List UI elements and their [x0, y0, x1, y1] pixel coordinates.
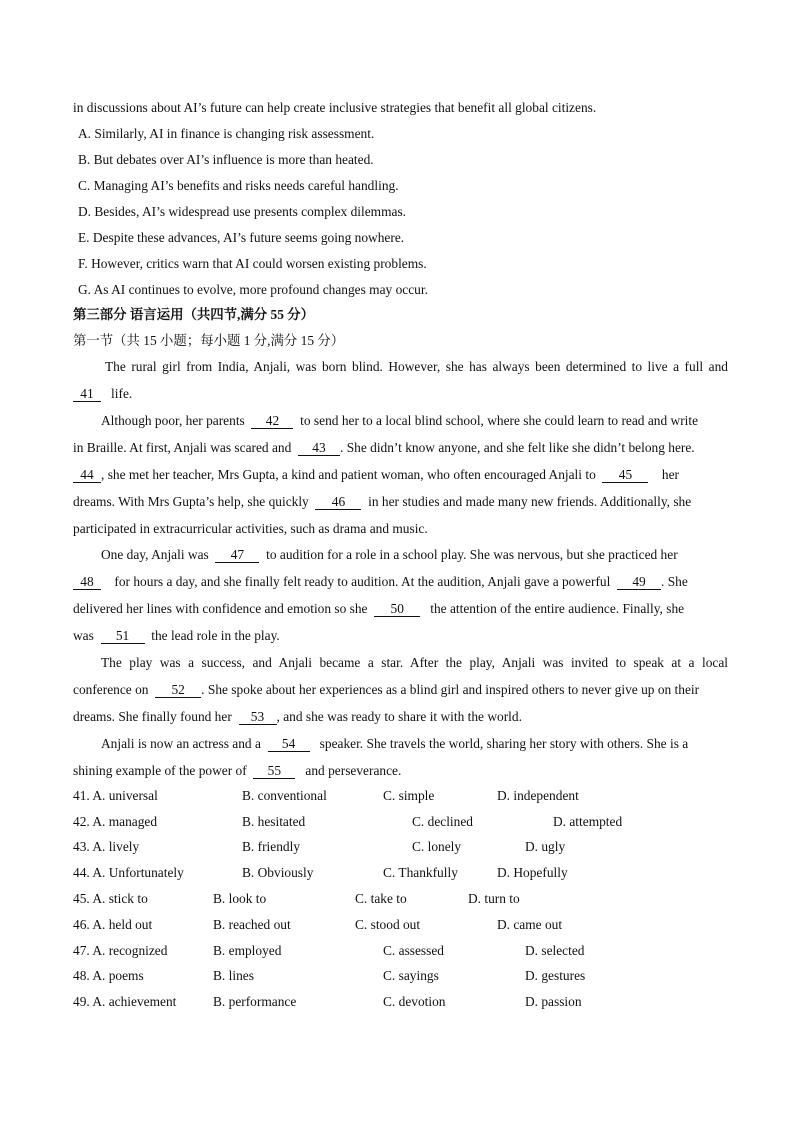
option-b: B. But debates over AI’s influence is more than heated. [78, 152, 374, 167]
passage-text: in Braille. At first, Anjali was scared and [73, 440, 292, 455]
passage-p4-line2 [73, 681, 728, 699]
passage-text: Although poor, her parents [101, 413, 245, 428]
q42-option-b: B. hesitated [242, 814, 306, 829]
passage-text: to send her to a local blind school, where she could learn to read and write [300, 413, 699, 428]
q45-option-a: 45. A. stick to [73, 891, 148, 906]
q48-option-d: D. gestures [525, 968, 586, 983]
q49-option-d: D. passion [525, 994, 582, 1009]
passage-p2-line4 [73, 493, 728, 511]
passage-text: speaker. She travels the world, sharing her story with others. She is a [319, 736, 689, 751]
passage-p1-line1: The rural girl from India, Anjali, was born blind. However, she has always been determined to live a full and [105, 359, 728, 374]
blank-54: 54 [268, 736, 310, 752]
passage-p5-line1 [101, 735, 728, 753]
passage-p3-line2 [73, 573, 728, 591]
passage-text: dreams. She finally found her [73, 709, 232, 724]
blank-52: 52 [155, 682, 201, 698]
passage-text: was [73, 628, 94, 643]
blank-55: 55 [253, 763, 295, 779]
passage-p4-line3 [73, 708, 728, 726]
blank-41: 41 [73, 386, 101, 402]
section1-heading: 第一节（共 15 小题；每小题 1 分,满分 15 分） [73, 333, 345, 348]
passage-text: . She spoke about her experiences as a blind girl and inspired others to never give up on their [201, 682, 700, 697]
option-f: F. However, critics warn that AI could worsen existing problems. [78, 256, 427, 271]
q42-option-d: D. attempted [553, 814, 623, 829]
q43-option-a: 43. A. lively [73, 839, 140, 854]
passage-text: shining example of the power of [73, 763, 247, 778]
passage-text: the lead role in the play. [151, 628, 280, 643]
q47-option-c: C. assessed [383, 943, 444, 958]
passage-p2-line5: participated in extracurricular activities, such as drama and music. [73, 521, 428, 536]
passage-p1-line2 [73, 385, 728, 403]
passage-p5-line2 [73, 762, 728, 780]
q49-option-c: C. devotion [383, 994, 446, 1009]
passage-p4-line1: The play was a success, and Anjali became a star. After the play, Anjali was invited to speak at a local [101, 655, 728, 670]
intro-tail-text: in discussions about AI’s future can help create inclusive strategies that benefit all global citizens. [73, 100, 597, 115]
q48-option-a: 48. A. poems [73, 968, 144, 983]
blank-45: 45 [602, 467, 648, 483]
q49-option-a: 49. A. achievement [73, 994, 177, 1009]
passage-text: and perseverance. [305, 763, 402, 778]
q48-option-c: C. sayings [383, 968, 439, 983]
q44-option-a: 44. A. Unfortunately [73, 865, 184, 880]
q42-option-a: 42. A. managed [73, 814, 158, 829]
blank-48: 48 [73, 574, 101, 590]
q48-option-b: B. lines [213, 968, 254, 983]
option-a: A. Similarly, AI in finance is changing risk assessment. [78, 126, 375, 141]
option-g: G. As AI continues to evolve, more profound changes may occur. [78, 282, 428, 297]
q43-option-d: D. ugly [525, 839, 566, 854]
q44-option-b: B. Obviously [242, 865, 314, 880]
passage-text: , and she was ready to share it with the world. [276, 709, 522, 724]
part3-heading: 第三部分 语言运用（共四节,满分 55 分） [73, 307, 315, 322]
option-c: C. Managing AI’s benefits and risks needs careful handling. [78, 178, 399, 193]
passage-text: life. [111, 386, 133, 401]
q41-option-b: B. conventional [242, 788, 327, 803]
q42-option-c: C. declined [412, 814, 473, 829]
blank-53: 53 [239, 709, 277, 725]
q43-option-c: C. lonely [412, 839, 462, 854]
passage-p2-line1 [101, 412, 728, 430]
passage-text: to audition for a role in a school play. She was nervous, but she practiced her [266, 547, 678, 562]
blank-49: 49 [617, 574, 661, 590]
q44-option-c: C. Thankfully [383, 865, 458, 880]
passage-text: the attention of the entire audience. Finally, she [430, 601, 685, 616]
q49-option-b: B. performance [213, 994, 297, 1009]
blank-46: 46 [315, 494, 361, 510]
q41-option-a: 41. A. universal [73, 788, 158, 803]
q47-option-a: 47. A. recognized [73, 943, 168, 958]
passage-p3-line1 [101, 546, 728, 564]
passage-text: One day, Anjali was [101, 547, 209, 562]
blank-51: 51 [101, 628, 145, 644]
q47-option-b: B. employed [213, 943, 282, 958]
passage-text: , she met her teacher, Mrs Gupta, a kind and patient woman, who often encouraged Anjali to [101, 467, 596, 482]
q46-option-d: D. came out [497, 917, 563, 932]
q46-option-a: 46. A. held out [73, 917, 153, 932]
passage-text: delivered her lines with confidence and emotion so she [73, 601, 368, 616]
passage-text: her [661, 467, 679, 482]
blank-43: 43 [298, 440, 340, 456]
blank-42: 42 [251, 413, 293, 429]
passage-text: dreams. With Mrs Gupta’s help, she quickly [73, 494, 309, 509]
passage-text: . She didn’t know anyone, and she felt like she didn’t belong here. [340, 440, 695, 455]
q45-option-b: B. look to [213, 891, 267, 906]
q46-option-c: C. stood out [355, 917, 421, 932]
q46-option-b: B. reached out [213, 917, 291, 932]
passage-p2-line3 [73, 466, 728, 484]
blank-44: 44 [73, 467, 101, 483]
blank-50: 50 [374, 601, 420, 617]
passage-text: for hours a day, and she finally felt ready to audition. At the audition, Anjali gave a powerful [114, 574, 611, 589]
blank-47: 47 [215, 547, 259, 563]
passage-p3-line4 [73, 627, 728, 645]
passage-p2-line2 [73, 439, 728, 457]
q41-option-d: D. independent [497, 788, 579, 803]
option-e: E. Despite these advances, AI’s future seems going nowhere. [78, 230, 405, 245]
option-d: D. Besides, AI’s widespread use presents complex dilemmas. [78, 204, 407, 219]
q43-option-b: B. friendly [242, 839, 301, 854]
passage-text: conference on [73, 682, 149, 697]
passage-text: Anjali is now an actress and a [101, 736, 261, 751]
passage-p3-line3 [73, 600, 728, 618]
q45-option-d: D. turn to [468, 891, 520, 906]
q44-option-d: D. Hopefully [497, 865, 568, 880]
q41-option-c: C. simple [383, 788, 435, 803]
passage-text: . She [661, 574, 688, 589]
q47-option-d: D. selected [525, 943, 585, 958]
passage-text: in her studies and made many new friends. Additionally, she [368, 494, 692, 509]
q45-option-c: C. take to [355, 891, 407, 906]
